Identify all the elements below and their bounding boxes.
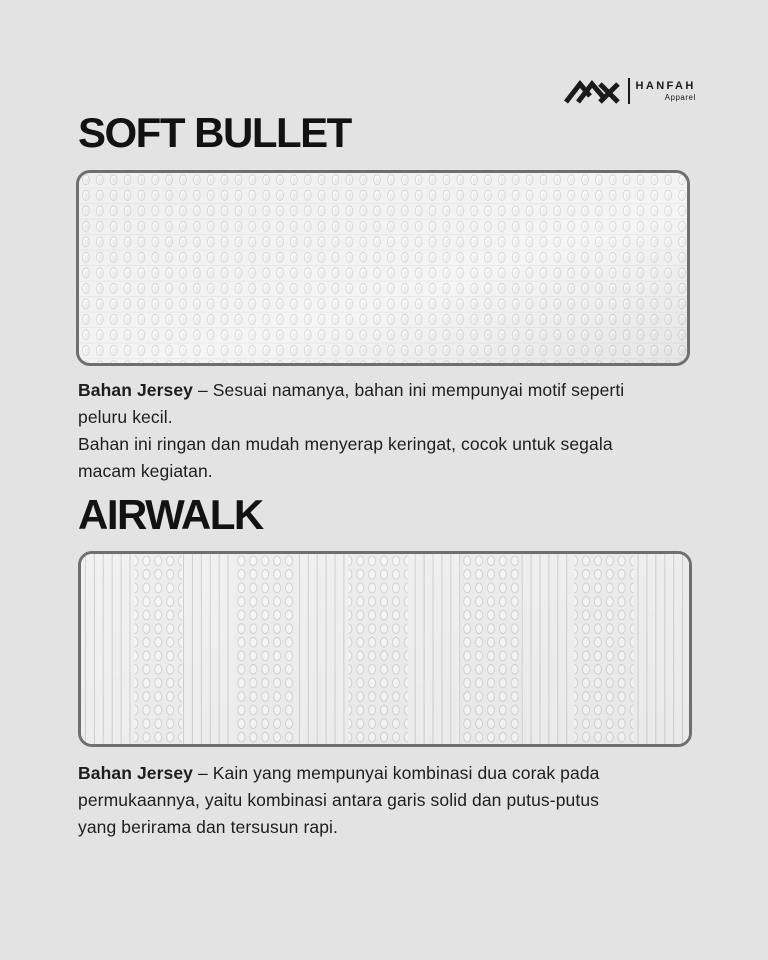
logo-divider — [628, 78, 630, 104]
description-line: – Sesuai namanya, bahan ini mempunyai motif seperti — [193, 380, 625, 400]
airwalk-fabric-image — [78, 551, 692, 747]
soft-bullet-description — [78, 377, 698, 485]
section-title-soft-bullet: SOFT BULLET — [78, 109, 351, 156]
description-line: macam kegiatan. — [78, 461, 213, 481]
airwalk-description — [78, 760, 698, 841]
logo-subtitle: Apparel — [664, 92, 696, 102]
striped-airwalk-fabric-texture — [81, 554, 689, 744]
soft-bullet-fabric-image — [76, 170, 690, 366]
logo-brand-name: HANFAH — [635, 79, 696, 92]
section-title-airwalk: AIRWALK — [78, 491, 263, 538]
material-label: Bahan Jersey — [78, 380, 194, 400]
description-line: Bahan ini ringan dan mudah menyerap keringat, cocok untuk segala — [78, 434, 613, 454]
description-line: – Kain yang mempunyai kombinasi dua corak pada — [193, 763, 600, 783]
description-line: permukaannya, yaitu kombinasi antara garis solid dan putus-putus — [78, 790, 600, 810]
description-line: peluru kecil. — [78, 407, 173, 427]
material-label: Bahan Jersey — [78, 763, 194, 783]
description-line: yang berirama dan tersusun rapi. — [78, 817, 339, 837]
hanfah-logo — [564, 76, 696, 106]
bullet-knit-fabric-texture — [79, 173, 687, 363]
hanfah-logo-mark-icon — [564, 76, 622, 106]
